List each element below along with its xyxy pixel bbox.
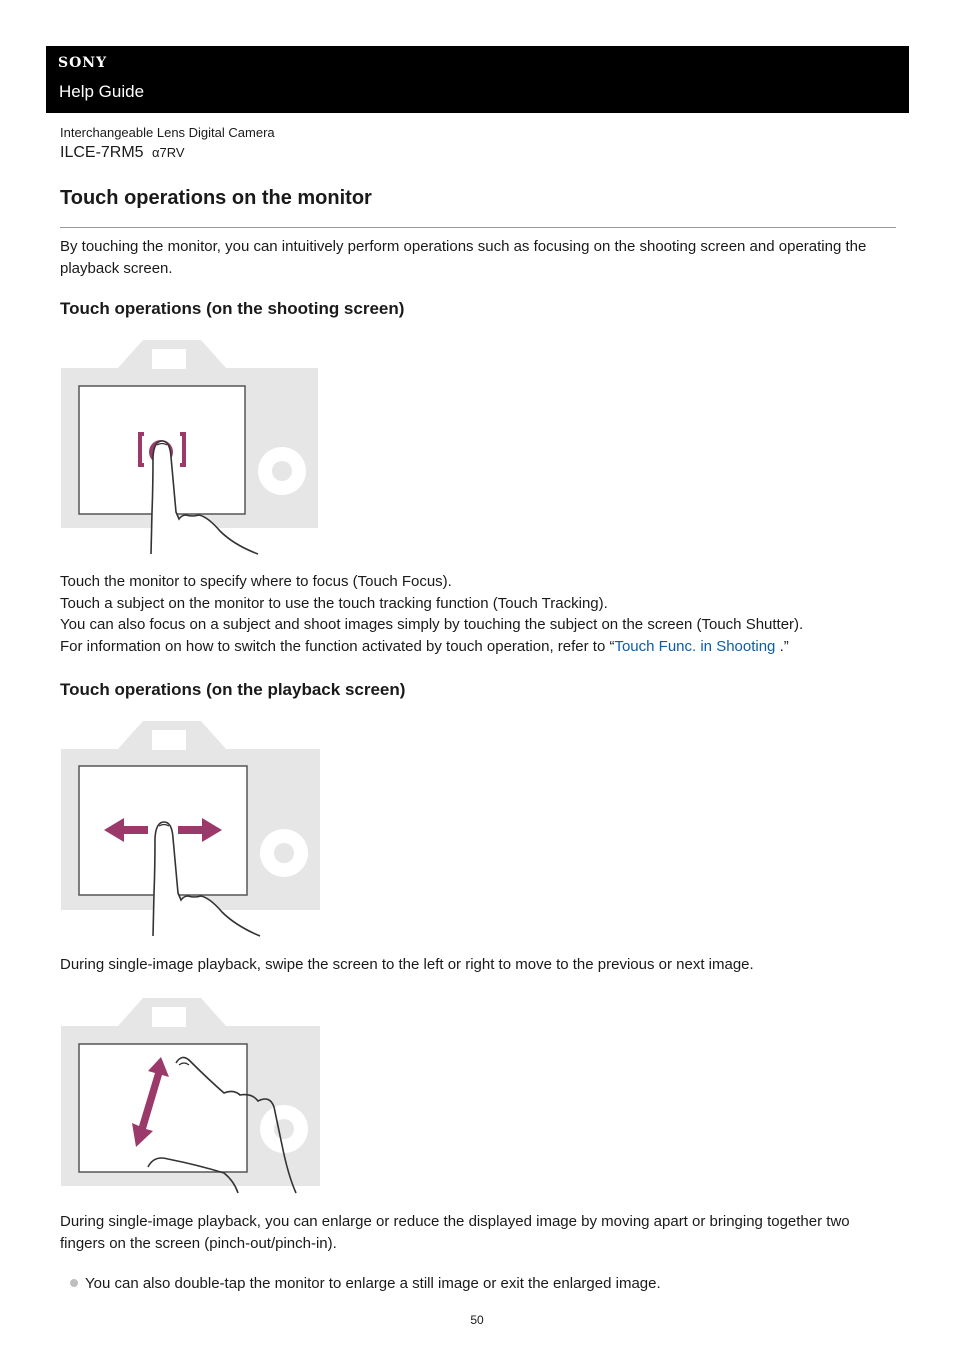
shooting-description	[60, 571, 896, 657]
page-title: Touch operations on the monitor	[60, 187, 372, 209]
bullet-icon	[70, 1279, 78, 1287]
heading-shooting: Touch operations (on the shooting screen)	[60, 299, 405, 318]
intro-text: By touching the monitor, you can intuitively perform operations such as focusing on the shooting screen and operating the playback screen.	[60, 238, 867, 277]
swipe-illustration	[58, 718, 324, 940]
product-line: Interchangeable Lens Digital Camera	[60, 125, 275, 140]
touch-func-link[interactable]: Touch Func. in Shooting	[614, 637, 776, 655]
model-name	[60, 144, 185, 162]
help-guide-label: Help Guide	[59, 82, 145, 101]
swipe-description: During single-image playback, swipe the screen to the left or right to move to the previous or next image.	[60, 956, 754, 973]
header-bar	[46, 46, 909, 113]
pinch-illustration	[58, 995, 324, 1195]
reference-suffix: .”	[779, 637, 789, 655]
model-id: ILCE-7RM5	[60, 144, 144, 161]
reference-prefix: For information on how to switch the function activated by touch operation, refer to “	[60, 637, 615, 655]
touch-focus-illustration	[58, 337, 322, 559]
double-tap-note: You can also double-tap the monitor to enlarge a still image or exit the enlarged image.	[85, 1275, 661, 1292]
touch-shutter-text: You can also focus on a subject and shoot images simply by touching the subject on the screen (Touch Shutter).	[60, 616, 804, 633]
brand-logo: SONY	[58, 55, 108, 71]
page-number: 50	[470, 1313, 484, 1327]
heading-playback: Touch operations (on the playback screen)	[60, 680, 406, 699]
model-alias: α7RV	[152, 145, 185, 160]
pinch-description: During single-image playback, you can enlarge or reduce the displayed image by moving apart or bringing together two fingers on the screen (pinch-out/pinch-in).	[60, 1213, 850, 1252]
title-divider	[60, 227, 896, 228]
touch-tracking-text: Touch a subject on the monitor to use the touch tracking function (Touch Tracking).	[60, 594, 608, 612]
touch-focus-text: Touch the monitor to specify where to focus (Touch Focus).	[60, 573, 452, 590]
